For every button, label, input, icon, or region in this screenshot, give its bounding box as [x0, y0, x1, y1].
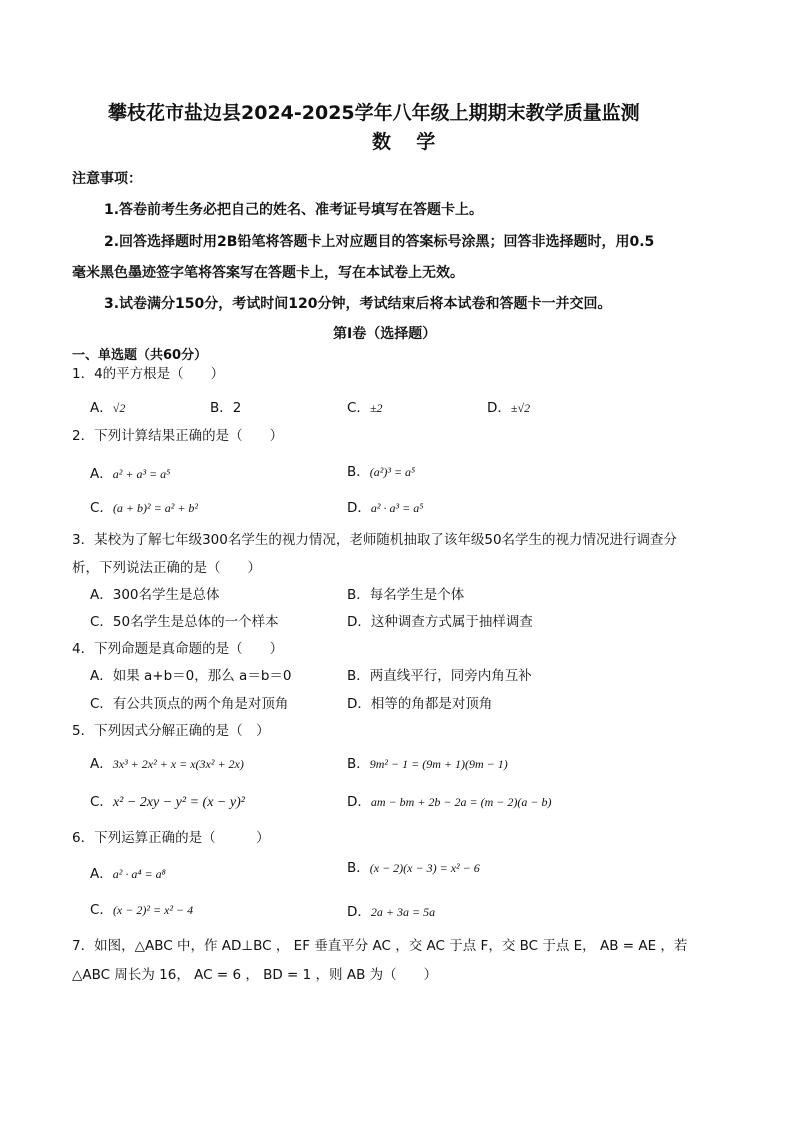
q2-option-b[interactable]: B．(a²)³ = a⁵ [347, 464, 416, 480]
notice-item-1: 1.答卷前考生务必把自己的姓名、准考证号填写在答题卡上。 [104, 202, 484, 218]
q6-option-c[interactable]: C．(x − 2)² = x² − 4 [90, 902, 194, 918]
q5-option-c[interactable]: C．x² − 2xy − y² = (x − y)² [90, 794, 245, 810]
q4-option-a[interactable]: A．如果 a+b＝0，那么 a＝b＝0 [90, 668, 292, 684]
q3-stem-line2: 析，下列说法正确的是（ ） [72, 560, 261, 576]
q2-option-d[interactable]: D．a² · a³ = a⁵ [347, 500, 424, 516]
q1-stem: 1．4的平方根是（ ） [72, 366, 225, 382]
notice-heading: 注意事项： [72, 171, 142, 187]
q3-option-b[interactable]: B．每名学生是个体 [347, 587, 465, 603]
q2-option-a[interactable]: A．a² + a³ = a⁵ [90, 466, 171, 482]
notice-item-2: 2.回答选择题时用2B铅笔将答题卡上对应题目的答案标号涂黑；回答非选择题时，用0.5 [104, 234, 655, 250]
subject-title: 数 学 [372, 131, 440, 153]
q1-option-d[interactable]: D．±√2 [487, 400, 531, 416]
q3-option-a[interactable]: A．300名学生是总体 [90, 587, 220, 603]
q6-option-d[interactable]: D．2a + 3a = 5a [347, 904, 436, 920]
q4-option-b[interactable]: B．两直线平行，同旁内角互补 [347, 668, 532, 684]
q1-option-a[interactable]: A．√2 [90, 400, 126, 416]
q7-stem-line1: 7．如图，△ABC 中，作 AD⊥BC ， EF 垂直平分 AC ，交 AC 于点 F，交 BC 于点 E， AB = AE ，若 [72, 938, 688, 954]
q5-option-a[interactable]: A．3x³ + 2x² + x = x(3x² + 2x) [90, 756, 244, 772]
q4-option-c[interactable]: C．有公共顶点的两个角是对顶角 [90, 696, 289, 712]
q2-option-c[interactable]: C．(a + b)² = a² + b² [90, 500, 199, 516]
part-title: 第Ⅰ卷（选择题） [333, 326, 437, 342]
q5-stem: 5．下列因式分解正确的是（ ） [72, 723, 270, 739]
q7-stem-line2: △ABC 周长为 16， AC = 6 ， BD = 1 ，则 AB 为（ ） [72, 967, 438, 983]
q6-option-b[interactable]: B．(x − 2)(x − 3) = x² − 6 [347, 860, 480, 876]
q1-option-c[interactable]: C．±2 [347, 400, 383, 416]
q4-stem: 4．下列命题是真命题的是（ ） [72, 641, 284, 657]
q2-stem: 2．下列计算结果正确的是（ ） [72, 428, 284, 444]
q3-stem-line1: 3．某校为了解七年级300名学生的视力情况，老师随机抽取了该年级50名学生的视力情况进行调查分 [72, 532, 678, 548]
q3-option-c[interactable]: C．50名学生是总体的一个样本 [90, 614, 279, 630]
q5-option-d[interactable]: D．am − bm + 2b − 2a = (m − 2)(a − b) [347, 794, 552, 810]
q6-option-a[interactable]: A．a² · a⁴ = a⁸ [90, 866, 166, 882]
q3-option-d[interactable]: D．这种调查方式属于抽样调查 [347, 614, 533, 630]
exam-title: 攀枝花市盐边县2024-2025学年八年级上期期末教学质量监测 [108, 102, 640, 124]
notice-item-3: 3.试卷满分150分，考试时间120分钟，考试结束后将本试卷和答题卡一并交回。 [104, 296, 612, 312]
notice-item-2-cont: 毫米黑色墨迹签字笔将答案写在答题卡上，写在本试卷上无效。 [72, 265, 464, 281]
section-title: 一、单选题（共60分） [72, 348, 208, 363]
q5-option-b[interactable]: B．9m² − 1 = (9m + 1)(9m − 1) [347, 756, 508, 772]
q6-stem: 6．下列运算正确的是（ ） [72, 830, 270, 846]
q1-option-b[interactable]: B．2 [210, 400, 242, 416]
q4-option-d[interactable]: D．相等的角都是对顶角 [347, 696, 493, 712]
